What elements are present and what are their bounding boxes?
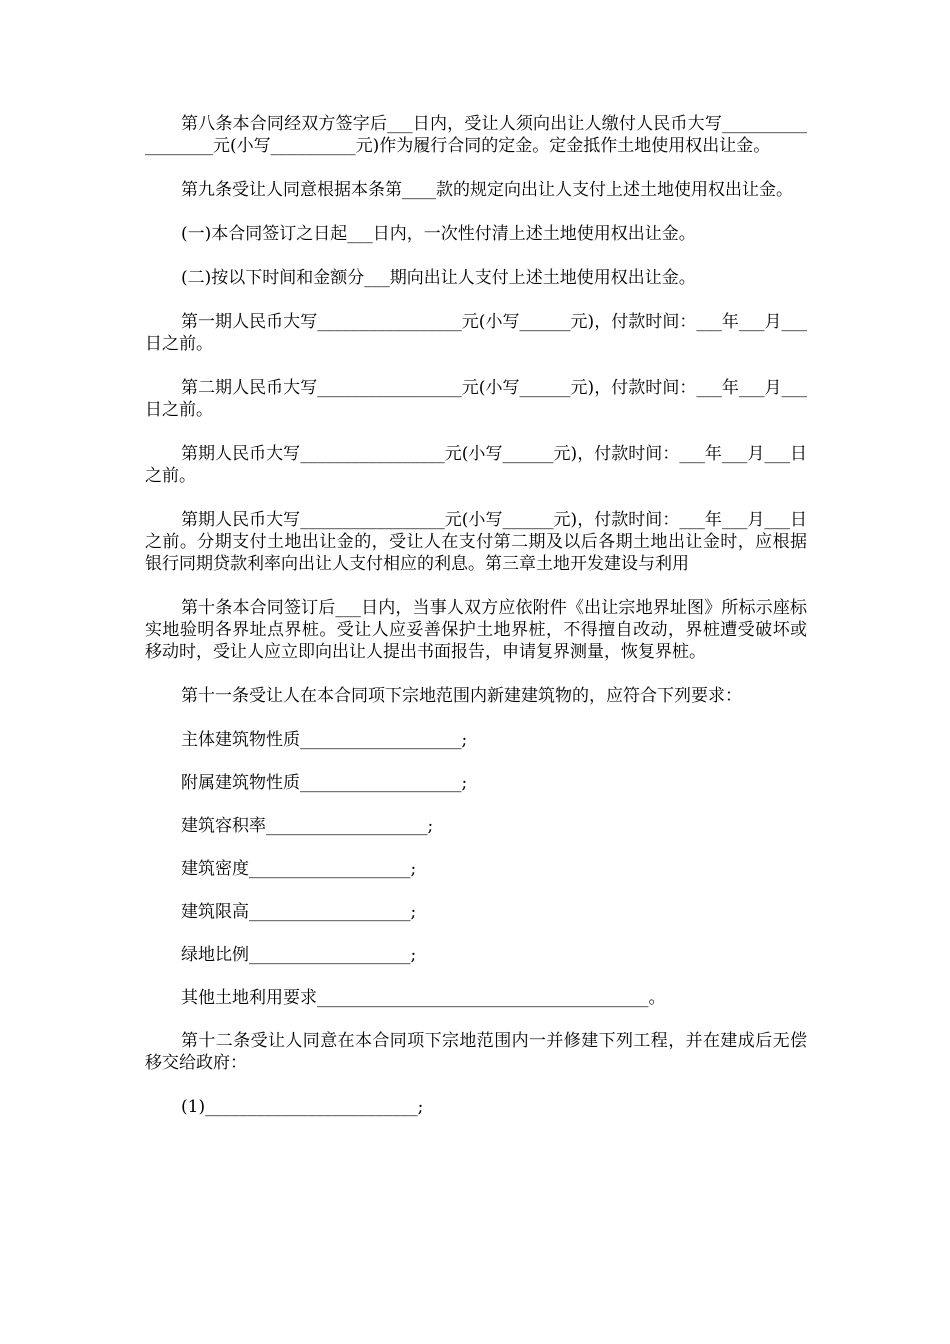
requirement-main-building: 主体建筑物性质___________________;: [181, 730, 468, 750]
requirement-green-ratio: 绿地比例___________________;: [181, 945, 417, 965]
document-body: [145, 113, 807, 1140]
requirement-other-land-use: 其他土地利用要求_______________________________________。: [181, 988, 666, 1008]
requirement-height-limit: 建筑限高___________________;: [181, 902, 417, 922]
clause-11-paragraph: 第十一条受让人在本合同项下宗地范围内新建建筑物的，应符合下列要求：: [181, 686, 742, 706]
requirement-building-density: 建筑密度___________________;: [181, 859, 417, 879]
clause-9-paragraph: 第九条受让人同意根据本条第____款的规定向出让人支付上述土地使用权出让金。: [181, 180, 793, 200]
clause-12-paragraph: 第十二条受让人同意在本合同项下宗地范围内一并修建下列工程，并在建成后无偿移交给政府：: [145, 1031, 807, 1073]
option-1-paragraph: (一)本合同签订之日起___日内，一次性付清上述土地使用权出让金。: [181, 224, 696, 244]
requirement-auxiliary-building: 附属建筑物性质___________________;: [181, 773, 468, 793]
installment-2-paragraph: 第二期人民币大写_________________元(小写______元)，付款时间：___年___月___日之前。: [145, 378, 807, 420]
installment-1-paragraph: 第一期人民币大写_________________元(小写______元)，付款时间：___年___月___日之前。: [145, 312, 807, 354]
installment-n-paragraph: 第期人民币大写_________________元(小写______元)，付款时间：___年___月___日之前。: [145, 444, 807, 486]
requirement-floor-area-ratio: 建筑容积率___________________;: [181, 816, 434, 836]
clause-8-paragraph: 第八条本合同经双方签字后___日内，受让人须向出让人缴付人民币大写__________________元(小写__________元)作为履行合同的定金。定金抵作土地使用权出让金。: [145, 114, 807, 156]
project-item-1: (1)_________________________;: [181, 1097, 424, 1117]
clause-10-paragraph: 第十条本合同签订后___日内，当事人双方应依附件《出让宗地界址图》所标示座标实地验明各界址点界桩。受让人应妥善保护土地界桩，不得擅自改动，界桩遭受破坏或移动时，受让人应立即向出让人提出书面报告，申请复界测量，恢复界桩。: [145, 598, 807, 662]
installment-last-paragraph: 第期人民币大写_________________元(小写______元)，付款时间：___年___月___日之前。分期支付土地出让金的，受让人在支付第二期及以后各期土地出让金时，应根据银行同期贷款利率向出让人支付相应的利息。第三章土地开发建设与利用: [145, 510, 807, 574]
option-2-paragraph: (二)按以下时间和金额分___期向出让人支付上述土地使用权出让金。: [181, 268, 696, 288]
